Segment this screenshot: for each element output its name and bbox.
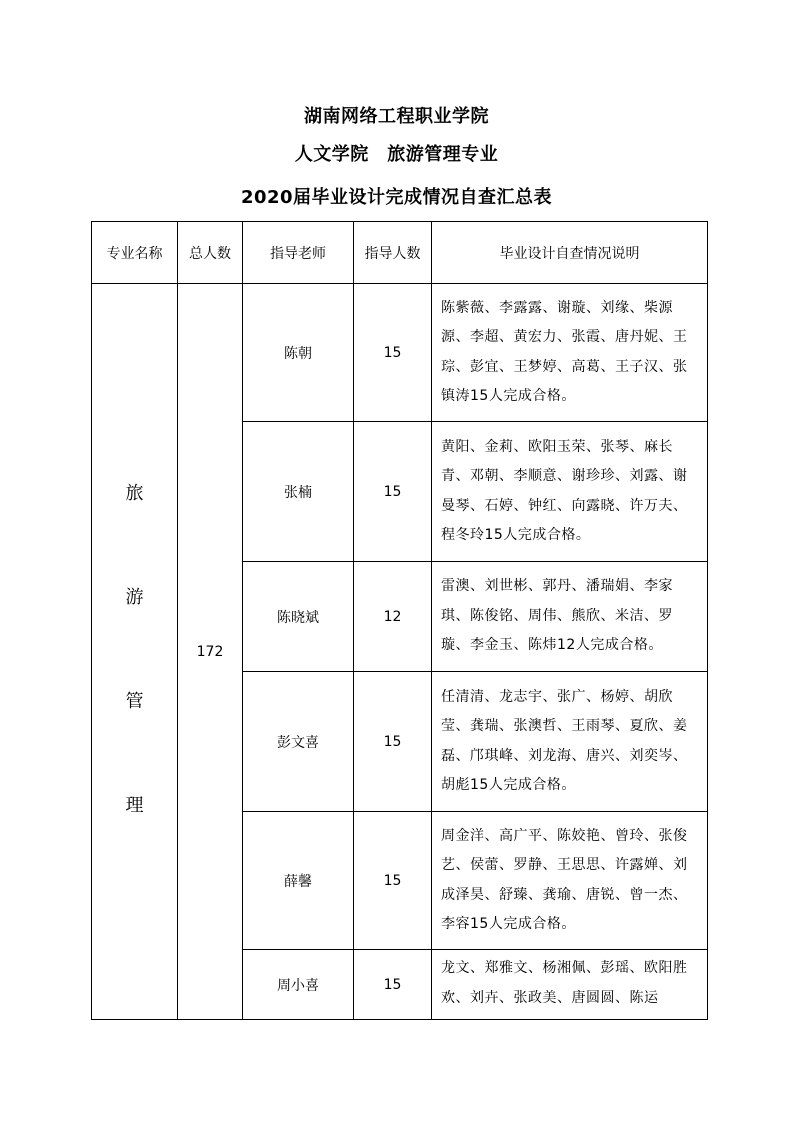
detail-cell: 任清清、龙志宇、张广、杨婷、胡欣莹、龚瑞、张澳哲、王雨琴、夏欣、姜磊、邝琪峰、刘龙海、唐兴、刘奕岑、胡彪15人完成合格。 bbox=[432, 672, 708, 812]
major-char: 理 bbox=[125, 795, 144, 816]
header-total: 总人数 bbox=[178, 222, 243, 284]
header-teacher: 指导老师 bbox=[243, 222, 354, 284]
detail-cell: 周金洋、高广平、陈姣艳、曾玲、张俊艺、侯蕾、罗静、王思思、许露婵、刘成泽昊、舒臻、龚瑜、唐锐、曾一杰、李容15人完成合格。 bbox=[432, 812, 708, 950]
guide-count-cell: 15 bbox=[354, 422, 432, 562]
table-header-row bbox=[92, 222, 708, 284]
guide-count-cell: 15 bbox=[354, 284, 432, 422]
header-major: 专业名称 bbox=[92, 222, 178, 284]
teacher-cell: 张楠 bbox=[243, 422, 354, 562]
major-char: 管 bbox=[125, 691, 144, 712]
table-row bbox=[92, 284, 708, 422]
major-char: 旅 bbox=[125, 483, 144, 504]
department-title: 人文学院 旅游管理专业 bbox=[294, 144, 499, 165]
detail-cell: 陈紫薇、李露露、谢璇、刘缘、柴源源、李超、黄宏力、张霞、唐丹妮、王琮、彭宜、王梦婷、高葛、王子汉、张镇涛15人完成合格。 bbox=[432, 284, 708, 422]
guide-count-cell: 15 bbox=[354, 950, 432, 1020]
summary-table bbox=[91, 221, 708, 1020]
total-count-cell: 172 bbox=[178, 284, 243, 1020]
teacher-cell: 陈晓斌 bbox=[243, 562, 354, 672]
detail-cell: 黄阳、金莉、欧阳玉荣、张琴、麻长青、邓朝、李顺意、谢珍珍、刘露、谢曼琴、石婷、钟红、向露晓、许万夫、程冬玲15人完成合格。 bbox=[432, 422, 708, 562]
teacher-cell: 陈朝 bbox=[243, 284, 354, 422]
teacher-cell: 彭文喜 bbox=[243, 672, 354, 812]
report-title: 2020届毕业设计完成情况自查汇总表 bbox=[240, 187, 553, 208]
teacher-cell: 薛馨 bbox=[243, 812, 354, 950]
detail-cell: 雷澳、刘世彬、郭丹、潘瑞娟、李家琪、陈俊铭、周伟、熊欣、米洁、罗璇、李金玉、陈炜12人完成合格。 bbox=[432, 562, 708, 672]
guide-count-cell: 12 bbox=[354, 562, 432, 672]
school-title: 湖南网络工程职业学院 bbox=[304, 106, 489, 127]
major-cell bbox=[92, 284, 178, 1020]
teacher-cell: 周小喜 bbox=[243, 950, 354, 1020]
major-char: 游 bbox=[125, 587, 144, 608]
header-count: 指导人数 bbox=[354, 222, 432, 284]
header-detail: 毕业设计自查情况说明 bbox=[432, 222, 708, 284]
guide-count-cell: 15 bbox=[354, 812, 432, 950]
guide-count-cell: 15 bbox=[354, 672, 432, 812]
detail-cell: 龙文、郑雅文、杨湘佩、彭瑶、欧阳胜欢、刘卉、张政美、唐圆圆、陈运 bbox=[432, 950, 708, 1020]
